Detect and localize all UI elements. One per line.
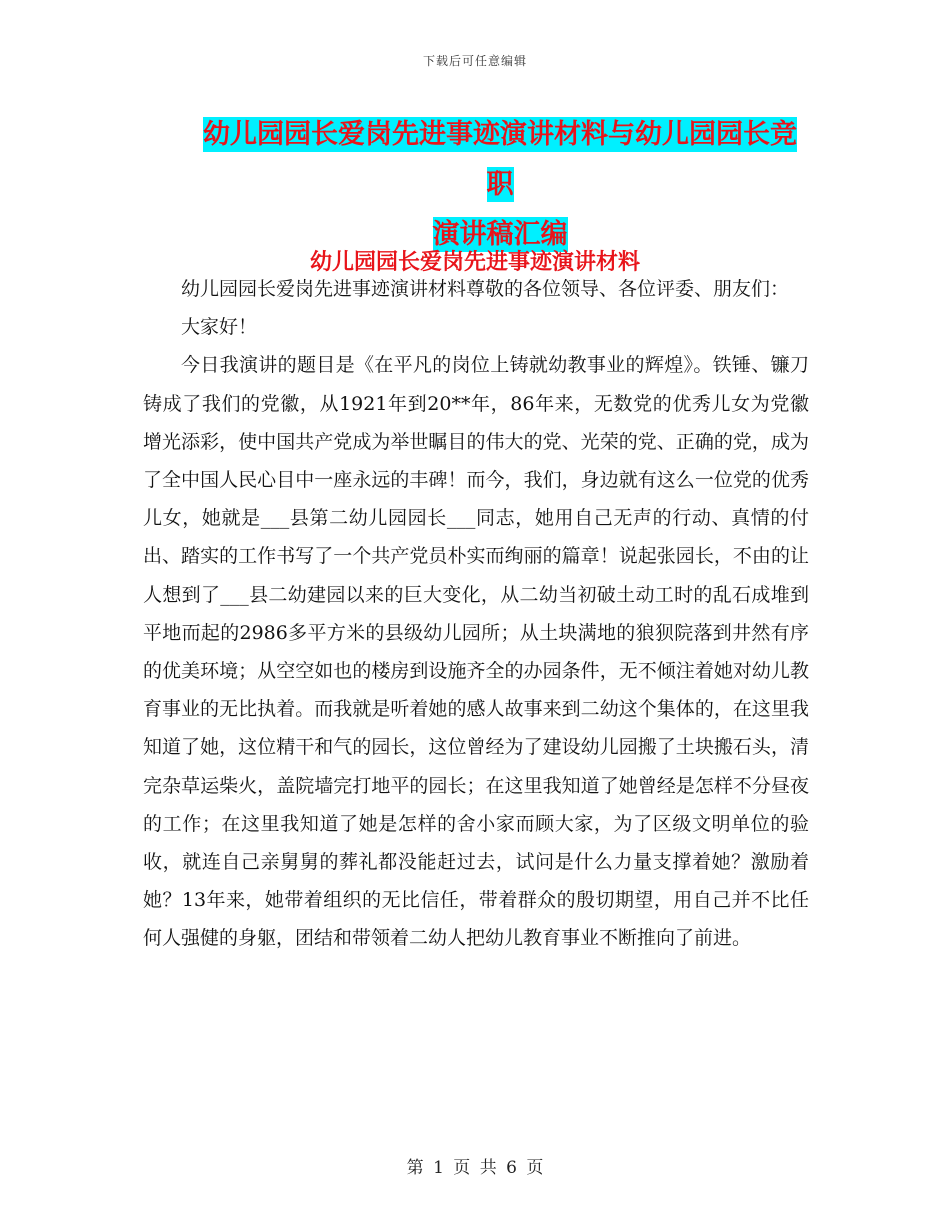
paragraph-main: 今日我演讲的题目是《在平凡的岗位上铸就幼教事业的辉煌》。铁锤、镰刀铸成了我们的党徽，从1921年到20**年，86年来，无数党的优秀儿女为党徽增光添彩，使中国共产党成为举世瞩目的伟大的党、光荣的党、正确的党，成为了全中国人民心目中一座永远的丰碑！而今，我们，身边就有这么一位党的优秀儿女，她就是___县第二幼儿园园长___同志，她用自己无声的行动、真情的付出、踏实的工作书写了一个共产党员朴实而绚丽的篇章！说起张园长，不由的让人想到了___县二幼建园以来的巨大变化，从二幼当初破土动工时的乱石成堆到平地而起的2986多平方米的县级幼儿园所；从土块满地的狼狈院落到井然有序的优美环境；从空空如也的楼房到设施齐全的办园条件，无不倾注着她对幼儿教育事业的无比执着。而我就是听着她的感人故事来到二幼这个集体的，在这里我知道了她，这位精干和气的园长，这位曾经为了建设幼儿园搬了土块搬石头，清完杂草运柴火，盖院墙完打地平的园长；在这里我知道了她曾经是怎样不分昼夜的工作；在这里我知道了她是怎样的舍小家而顾大家，为了区级文明单位的验收，就连自己亲舅舅的葬礼都没能赶过去，试问是什么力量支撑着她？激励着她？13年来，她带着组织的无比信任，带着群众的殷切期望，用自己并不比任何人强健的身躯，团结和带领着二幼人把幼儿教育事业不断推向了前进。 xyxy=(143,354,809,950)
page-header-note: 下载后可任意编辑 xyxy=(422,54,527,68)
body-text xyxy=(143,270,809,958)
page-number: 第 1 页 共 6 页 xyxy=(406,1158,544,1178)
paragraph-salutation: 幼儿园园长爱岗先进事迹演讲材料尊敬的各位领导、各位评委、朋友们： xyxy=(181,278,790,300)
document-title xyxy=(190,110,810,260)
document-title-line1: 幼儿园园长爱岗先进事迹演讲材料与幼儿园园长竞职 xyxy=(203,119,797,200)
paragraph-greeting: 大家好！ xyxy=(181,316,258,339)
section-title: 幼儿园园长爱岗先进事迹演讲材料 xyxy=(309,250,640,275)
document-title-line2: 演讲稿汇编 xyxy=(432,219,568,250)
